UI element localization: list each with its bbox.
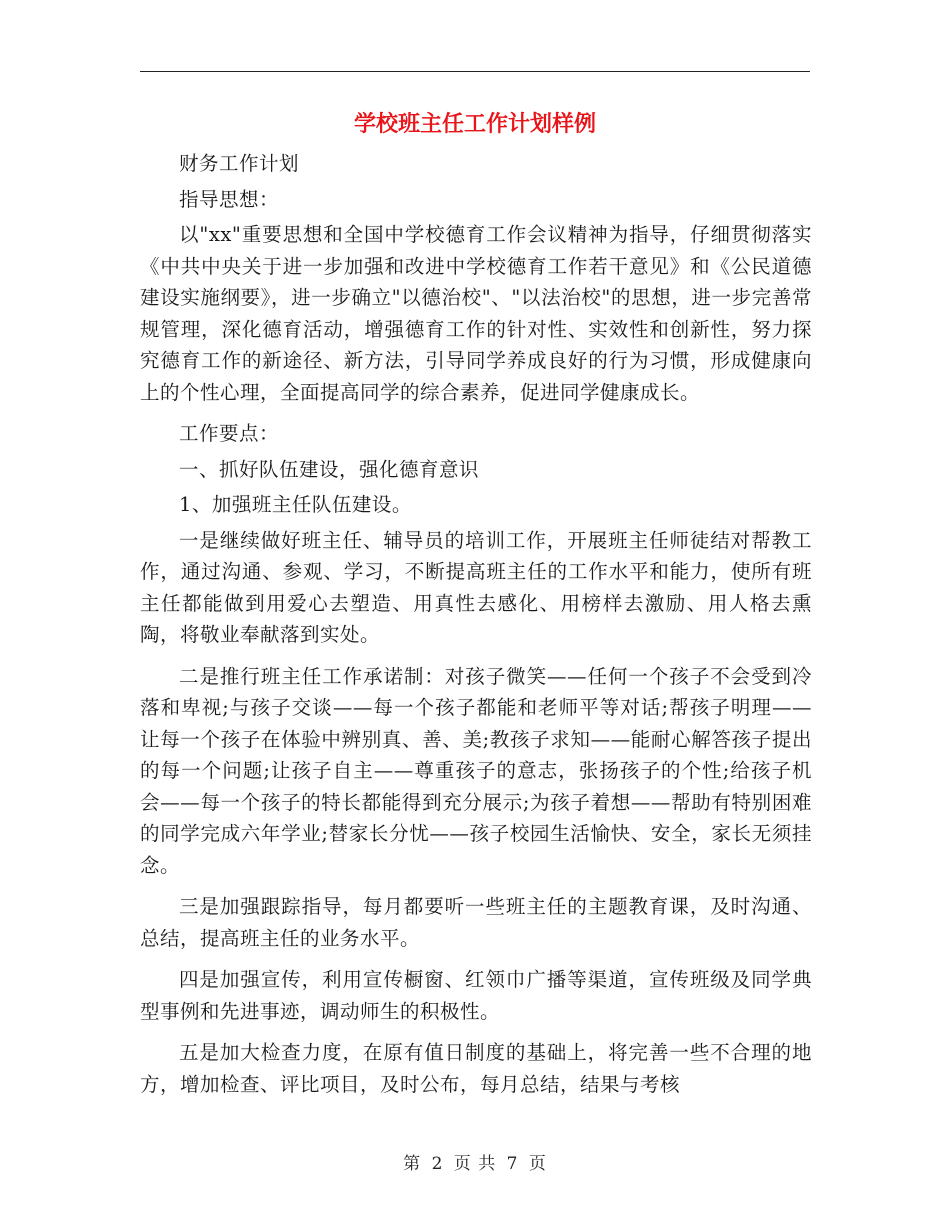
paragraph-point-four: 四是加强宣传，利用宣传橱窗、红领巾广播等渠道，宣传班级及同学典型事例和先进事迹，调动师生的积极性。: [140, 968, 812, 1023]
paragraph-item-one-heading: 1、加强班主任队伍建设。: [179, 493, 412, 516]
paragraph-point-three: 三是加强跟踪指导，每月都要听一些班主任的主题教育课，及时沟通、总结，提高班主任的业务水平。: [140, 895, 812, 950]
paragraph-subtitle: 财务工作计划: [179, 152, 300, 175]
footer-prefix: 第: [403, 1154, 422, 1174]
paragraph-guiding-heading: 指导思想：: [179, 187, 280, 211]
document-body: [140, 148, 812, 1110]
footer-total-pages: 7: [506, 1154, 519, 1174]
paragraph-point-two: 二是推行班主任工作承诺制：对孩子微笑——任何一个孩子不会受到冷落和卑视;与孩子交谈——每一个孩子都能和老师平等对话;帮孩子明理——让每一个孩子在体验中辨别真、善、美;教孩子求知——能耐心解答孩子提出的每一个问题;让孩子自主——尊重孩子的意志，张扬孩子的个性;给孩子机会——每一个孩子的特长都能得到充分展示;为孩子着想——帮助有特别困难的同学完成六年学业;替家长分忧——孩子校园生活愉快、安全，家长无须挂念。: [140, 664, 812, 877]
footer-middle: 页 共: [453, 1154, 497, 1174]
page-footer: [0, 1152, 950, 1176]
paragraph-work-points-heading: 工作要点：: [179, 422, 280, 445]
paragraph-point-five: 五是加大检查力度，在原有值日制度的基础上，将完善一些不合理的地方，增加检查、评比项目，及时公布，每月总结，结果与考核: [140, 1041, 812, 1096]
header-rule: [140, 71, 810, 72]
paragraph-guiding-thought: 以"xx"重要思想和全国中学校德育工作会议精神为指导，仔细贯彻落实《中共中央关于进一步加强和改进中学校德育工作若干意见》和《公民道德建设实施纲要》，进一步确立"以德治校"、"以法治校"的思想，进一步完善常规管理，深化德育活动，增强德育工作的针对性、实效性和创新性，努力探究德育工作的新途径、新方法，引导同学养成良好的行为习惯，形成健康向上的个性心理，全面提高同学的综合素养，促进同学健康成长。: [140, 223, 812, 404]
document-title: 学校班主任工作计划样例: [353, 112, 596, 137]
paragraph-section-one-heading: 一、抓好队伍建设，强化德育意识: [179, 457, 480, 481]
footer-page-number: 2: [431, 1154, 444, 1174]
footer-suffix: 页: [528, 1154, 547, 1174]
paragraph-point-one: 一是继续做好班主任、辅导员的培训工作，开展班主任师徒结对帮教工作，通过沟通、参观、学习，不断提高班主任的工作水平和能力，使所有班主任都能做到用爱心去塑造、用真性去感化、用榜样去激励、用人格去熏陶，将敬业奉献落到实处。: [140, 528, 812, 646]
